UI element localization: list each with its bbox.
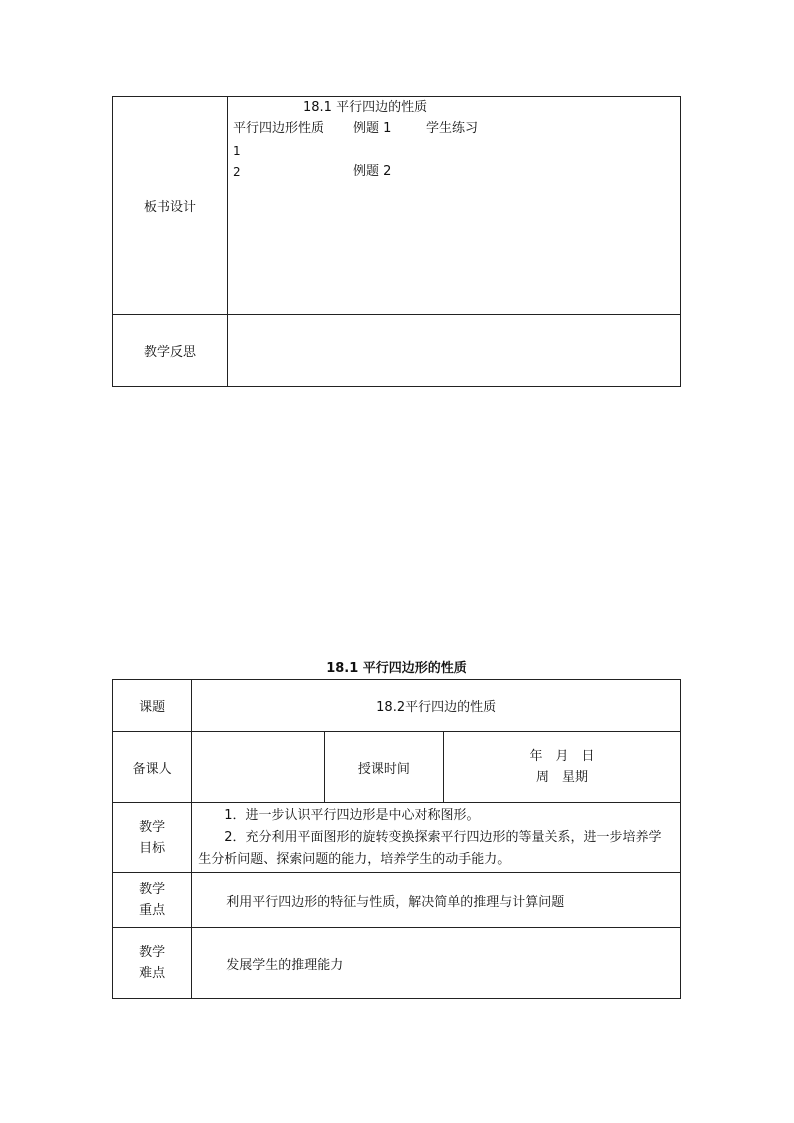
preparer-value [192, 732, 324, 803]
topic-value: 18.2平行四边的性质 [192, 680, 681, 732]
reflection-label: 教学反思 [113, 315, 228, 387]
document-title: 18.1 平行四边形的性质 [326, 661, 467, 676]
reflection-row [113, 315, 681, 387]
board-design-table [112, 96, 681, 387]
board-line3-col1: 2 [233, 165, 241, 179]
teaching-time-label: 授课时间 [324, 732, 443, 803]
board-line1-col2: 例题 1 [353, 121, 392, 136]
key-points-row [113, 873, 681, 928]
board-line2-col1: 1 [233, 144, 241, 158]
goals-content [192, 803, 681, 873]
goals-label [113, 803, 192, 873]
date-line-1: 年 月 日 [529, 749, 595, 764]
preparer-label: 备课人 [113, 732, 192, 803]
board-design-content [228, 97, 681, 315]
board-line3-col2: 例题 2 [353, 164, 392, 179]
goals-label-line2: 目标 [139, 840, 166, 856]
board-line1-col1: 平行四边形性质 [233, 121, 325, 136]
lesson-plan-table [112, 679, 681, 999]
difficulties-row [113, 928, 681, 999]
goals-label-line1: 教学 [139, 819, 166, 835]
key-points-label-line2: 重点 [139, 903, 166, 918]
key-points-label [113, 873, 192, 928]
date-line-2: 周 星期 [536, 770, 589, 785]
key-points-label-line1: 教学 [139, 882, 166, 897]
board-title: 18.1 平行四边的性质 [303, 100, 428, 115]
goals-row [113, 803, 681, 873]
preparer-row [113, 732, 681, 803]
goal-item-1: 1．进一步认识平行四边形是中心对称图形。 [224, 807, 480, 823]
topic-row [113, 680, 681, 732]
board-design-label: 板书设计 [113, 97, 228, 315]
teaching-time-value [444, 732, 681, 803]
difficulties-label-line1: 教学 [139, 945, 166, 960]
topic-label: 课题 [113, 680, 192, 732]
board-design-row [113, 97, 681, 315]
difficulties-label-line2: 难点 [139, 966, 166, 981]
goal-item-2: 2．充分利用平面图形的旋转变换探索平行四边形的等量关系，进一步培养学生分析问题、探索问题的能力，培养学生的动手能力。 [198, 829, 662, 867]
difficulties-value: 发展学生的推理能力 [192, 928, 681, 999]
key-points-value: 利用平行四边形的特征与性质，解决简单的推理与计算问题 [192, 873, 681, 928]
reflection-content [228, 315, 681, 387]
board-line1-col3: 学生练习 [426, 121, 479, 136]
difficulties-label [113, 928, 192, 999]
